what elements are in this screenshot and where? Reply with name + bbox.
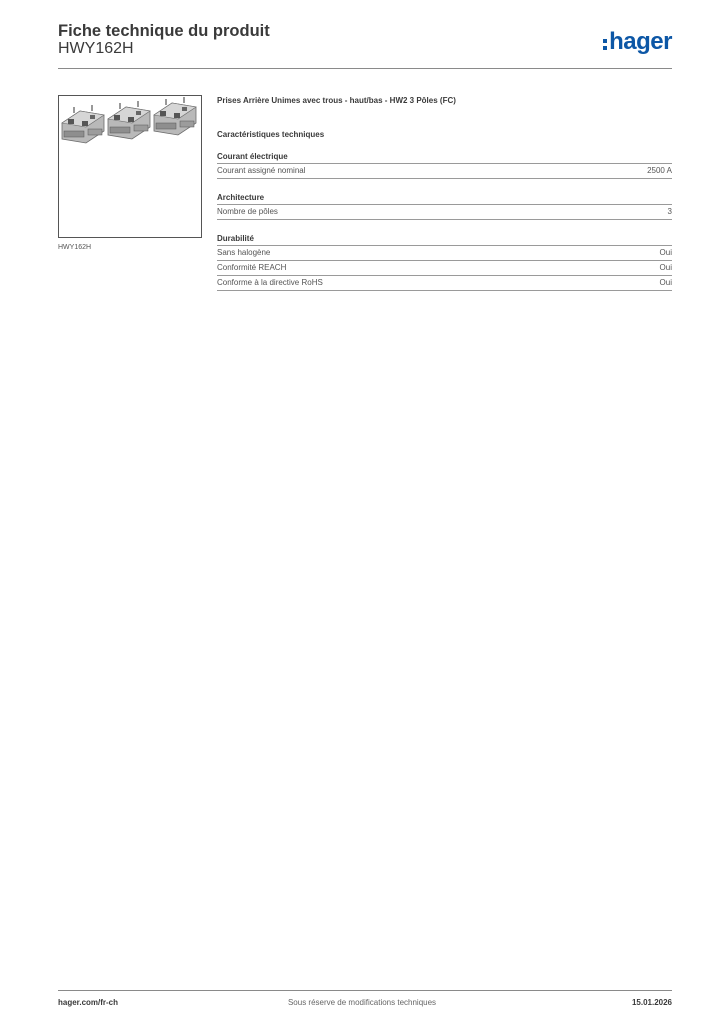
header-divider [58, 68, 672, 69]
terminal-shape [62, 105, 104, 143]
spec-value: Oui [659, 263, 672, 272]
specs-section-title: Caractéristiques techniques [217, 130, 325, 139]
footer-disclaimer: Sous réserve de modifications techniques [287, 998, 437, 1007]
product-code-heading: HWY162H [58, 40, 134, 57]
logo-dots-icon [603, 39, 607, 50]
spec-value: 2500 A [647, 166, 672, 175]
spec-value: Oui [659, 278, 672, 287]
spec-label: Courant assigné nominal [217, 166, 306, 175]
spec-group-electrical [217, 152, 672, 179]
spec-row [217, 261, 672, 276]
spec-row [217, 246, 672, 261]
spec-row [217, 205, 672, 220]
spec-label: Conformité REACH [217, 263, 287, 272]
spec-group-title: Architecture [217, 193, 672, 205]
spec-value: Oui [659, 248, 672, 257]
document-title: Fiche technique du produit [58, 22, 270, 40]
product-image-caption: HWY162H [58, 244, 92, 251]
product-description: Prises Arrière Unimes avec trous - haut/bas - HW2 3 Pôles (FC) [217, 96, 456, 105]
product-image-frame [58, 95, 202, 238]
spec-group-title: Courant électrique [217, 152, 672, 164]
page-header [58, 20, 672, 68]
spec-group-title: Durabilité [217, 234, 672, 246]
spec-label: Nombre de pôles [217, 207, 278, 216]
spec-label: Sans halogène [217, 248, 271, 257]
spec-group-durability [217, 234, 672, 291]
footer-date: 15.01.2026 [631, 998, 672, 1007]
busbar-terminals-image [60, 97, 200, 157]
spec-value: 3 [667, 207, 672, 216]
footer-divider [58, 990, 672, 991]
hager-logo [603, 28, 672, 56]
spec-group-architecture [217, 193, 672, 220]
spec-row [217, 164, 672, 179]
footer-website-link[interactable]: hager.com/fr-ch [58, 998, 119, 1007]
spec-label: Conforme à la directive RoHS [217, 278, 323, 287]
product-details [217, 96, 672, 291]
spec-row [217, 276, 672, 291]
logo-text: hager [609, 28, 672, 55]
